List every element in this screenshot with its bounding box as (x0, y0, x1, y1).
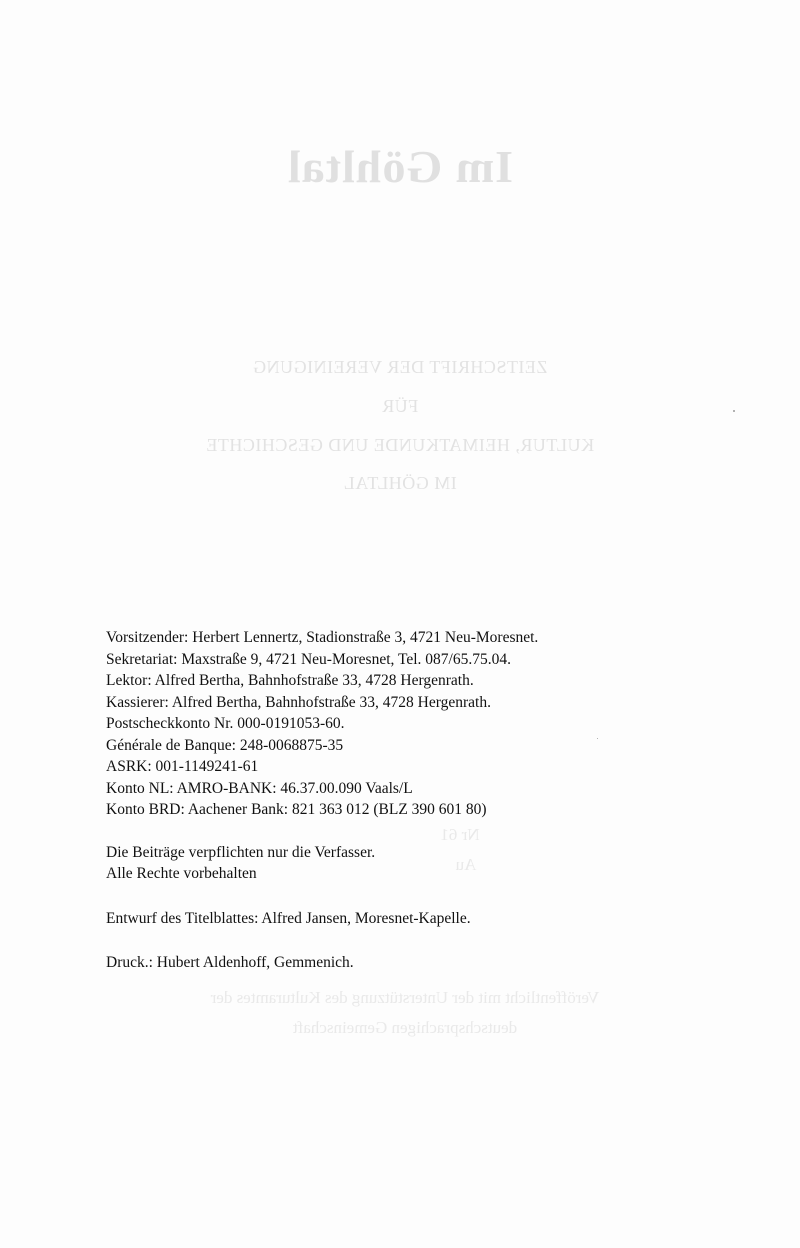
imprint-block (106, 627, 746, 974)
bleed-through-issue: Nr 61 (440, 825, 480, 844)
cover-design-line: Entwurf des Titelblattes: Alfred Jansen, Moresnet-Kapelle. (106, 909, 471, 927)
bleed-through-title: Im Göhltal (287, 141, 513, 192)
nl-account-line: Konto NL: AMRO-BANK: 46.37.00.090 Vaals/L (106, 779, 413, 797)
chairman-line: Vorsitzender: Herbert Lennertz, Stadionstraße 3, 4721 Neu-Moresnet. (106, 629, 539, 646)
bank-account-line: Générale de Banque: 248-0068875-35 (106, 736, 344, 754)
bleed-through-subtitle-line: KULTUR, HEIMATKUNDE UND GESCHICHTE (205, 435, 595, 455)
secretariat-line: Sekretariat: Maxstraße 9, 4721 Neu-Moresnet, Tel. 087/65.75.04. (106, 650, 511, 668)
postal-account-line: Postscheckkonto Nr. 000-0191053-60. (106, 715, 345, 732)
bleed-through-support-line: deutschsprachigen Gemeinschaft (292, 1018, 518, 1037)
rights-line: Alle Rechte vorbehalten (106, 865, 257, 882)
bleed-through-subtitle-line: ZEITSCHRIFT DER VEREINIGUNG (252, 357, 548, 377)
bleed-through-subtitle-line: FÜR (381, 396, 419, 416)
editor-line: Lektor: Alfred Bertha, Bahnhofstraße 33, 4728 Hergenrath. (106, 672, 474, 689)
paper-speck (733, 410, 735, 412)
brd-account-line: Konto BRD: Aachener Bank: 821 363 012 (BLZ 390 601 80) (106, 801, 487, 818)
printer-line: Druck.: Hubert Aldenhoff, Gemmenich. (106, 954, 354, 971)
bleed-through-subtitle-line: IM GÖHLTAL (343, 473, 457, 493)
bleed-through-date: Au (455, 855, 477, 874)
treasurer-line: Kassierer: Alfred Bertha, Bahnhofstraße 33, 4728 Hergenrath. (106, 693, 491, 711)
disclaimer-line: Die Beiträge verpflichten nur die Verfasser. (106, 843, 376, 861)
asrk-account-line: ASRK: 001-1149241-61 (106, 758, 259, 775)
bleed-through-support-line: Veröffentlicht mit der Unterstützung des Kulturamtes der (210, 988, 600, 1007)
